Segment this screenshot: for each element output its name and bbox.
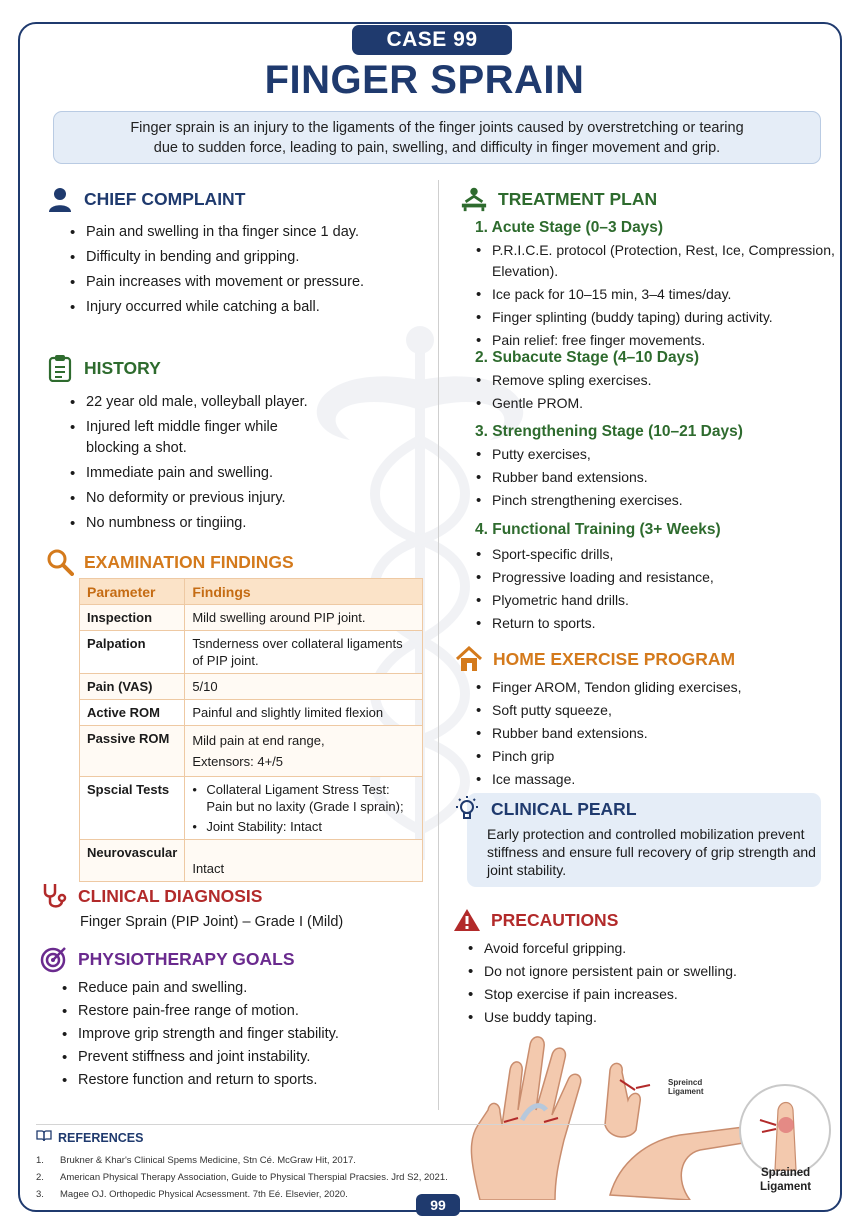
magnifier-icon (46, 548, 74, 576)
goals-list (62, 978, 432, 1093)
list-item: • Pain relief: free finger movements. (476, 330, 836, 351)
lightbulb-icon (453, 795, 481, 823)
examination-title: EXAMINATION FINDINGS (84, 551, 294, 572)
list-item: • Restore pain-free range of motion. (62, 1001, 432, 1022)
finding-cell: Mild swelling around PIP joint. (185, 605, 423, 631)
house-icon (455, 645, 483, 673)
reference-number: 3. (36, 1189, 44, 1200)
stage-4-list (476, 544, 836, 636)
list-item: • Injury occurred while catching a ball. (70, 297, 430, 318)
list-item: • Pinch grip (476, 746, 836, 767)
stage-3-heading: 3. Strengthening Stage (10–21 Days) (475, 423, 743, 440)
list-item: • Do not ignore persistent pain or swelling. (468, 961, 838, 982)
stage-2-list (476, 370, 836, 416)
intro-box (53, 111, 821, 164)
param-cell: Active ROM (80, 700, 185, 726)
reference-number: 2. (36, 1172, 44, 1183)
reference-text: Brukner & Khar's Clinical Spems Medicine, Stn Cé. McGraw Hit, 2017. (60, 1155, 356, 1166)
finding-cell: 5/10 (185, 674, 423, 700)
ligament-label-line-1: Spreincd (668, 1078, 703, 1087)
list-item: • Rubber band extensions. (476, 467, 836, 488)
list-item: • Restore function and return to sports. (62, 1070, 432, 1091)
references-heading (36, 1130, 143, 1145)
target-icon (40, 945, 68, 973)
finding-cell: Intact (185, 840, 423, 882)
list-item-line-1: Injured left middle finger while (86, 419, 278, 435)
pearl-title: CLINICAL PEARL (491, 798, 637, 819)
list-item: • No deformity or previous injury. (70, 488, 430, 509)
page-number: 99 (416, 1194, 460, 1216)
ligament-label-line-2: Ligament (668, 1087, 704, 1096)
reference-text: American Physical Therapy Association, Guide to Physical Therspial Pracsies. Jrd S2, 2021. (60, 1172, 448, 1183)
list-item: • Reduce pain and swelling. (62, 978, 432, 999)
table-row (80, 726, 423, 777)
list-item: • No numbness or tingiing. (70, 513, 430, 534)
list-item: • Pinch strengthening exercises. (476, 490, 836, 511)
table-row (80, 700, 423, 726)
chief-complaint-heading (46, 185, 245, 213)
list-item: • Use buddy taping. (468, 1007, 838, 1028)
history-heading (46, 354, 161, 382)
list-item: • Immediate pain and swelling. (70, 463, 430, 484)
precautions-heading (453, 906, 618, 934)
list-item: • Stop exercise if pain increases. (468, 984, 838, 1005)
case-badge: CASE 99 (352, 25, 512, 55)
goals-title: PHYSIOTHERAPY GOALS (78, 948, 295, 969)
stage-2-heading: 2. Subacute Stage (4–10 Days) (475, 349, 699, 366)
diagnosis-title: CLINICAL DIAGNOSIS (78, 885, 263, 906)
list-item: • Difficulty in bending and gripping. (70, 247, 430, 268)
table-header-row (80, 579, 423, 605)
list-item: • Plyometric hand drills. (476, 590, 836, 611)
finding-line: Tsnderness over collateral ligaments (192, 636, 403, 651)
col-header-findings: Findings (185, 579, 423, 605)
stage-1-list (476, 240, 836, 353)
finding-line: Collateral Ligament Stress Test: (206, 782, 390, 797)
chief-complaint-list (70, 222, 430, 322)
table-row (80, 674, 423, 700)
warning-icon (453, 906, 481, 934)
ligament-label-small (668, 1078, 704, 1096)
goals-heading (40, 945, 295, 973)
stethoscope-icon (40, 882, 68, 910)
param-cell: Neurovascular (80, 840, 185, 882)
ligament-label-line-1: Sprained (760, 1167, 811, 1179)
param-cell: Pain (VAS) (80, 674, 185, 700)
list-item: • Remove spling exercises. (476, 370, 836, 391)
finding-cell (185, 631, 423, 674)
param-cell: Inspection (80, 605, 185, 631)
list-item: • Finger AROM, Tendon gliding exercises, (476, 677, 836, 698)
finding-cell (185, 777, 423, 840)
history-title: HISTORY (84, 357, 161, 378)
reference-item (36, 1152, 448, 1169)
pearl-heading (453, 795, 637, 823)
stage-3-list (476, 444, 836, 513)
list-item (192, 781, 415, 815)
col-header-parameter: Parameter (80, 579, 185, 605)
examination-table (79, 578, 423, 882)
ligament-label-large (760, 1166, 811, 1194)
list-item: • Return to sports. (476, 613, 836, 634)
list-item-line-2: Elevation). (492, 263, 559, 279)
list-item (476, 240, 836, 282)
reference-number: 1. (36, 1155, 44, 1166)
table-row (80, 840, 423, 882)
references-title: REFERENCES (58, 1130, 144, 1145)
list-item: • Pain increases with movement or pressure. (70, 272, 430, 293)
finding-line: Extensors: 4+/5 (192, 754, 284, 769)
list-item: • Soft putty squeeze, (476, 700, 836, 721)
references-divider (36, 1124, 606, 1125)
list-item: • Ice massage. (476, 769, 836, 790)
home-program-list (476, 677, 836, 792)
home-program-title: HOME EXERCISE PROGRAM (493, 648, 736, 669)
intro-line-1: Finger sprain is an injury to the ligaments of the finger joints caused by overstretching or tearing (130, 120, 744, 136)
list-item (70, 417, 430, 459)
diagnosis-text: Finger Sprain (PIP Joint) – Grade I (Mild) (80, 914, 344, 930)
list-item: • Progressive loading and resistance, (476, 567, 836, 588)
list-item: • Putty exercises, (476, 444, 836, 465)
param-cell: Passive ROM (80, 726, 185, 777)
param-cell: Spscial Tests (80, 777, 185, 840)
param-cell: Palpation (80, 631, 185, 674)
list-item: • Avoid forceful gripping. (468, 938, 838, 959)
list-item: • 22 year old male, volleyball player. (70, 392, 430, 413)
special-tests-list (192, 781, 415, 835)
list-item-line-1: P.R.I.C.E. protocol (Protection, Rest, Ice, Compression, (492, 242, 835, 258)
list-item: • Finger splinting (buddy taping) during activity. (476, 307, 836, 328)
finding-line: Pain but no laxity (Grade I sprain); (206, 799, 404, 814)
treatment-heading (460, 185, 657, 213)
physiotherapy-icon (460, 185, 488, 213)
list-item: • Improve grip strength and finger stability. (62, 1024, 432, 1045)
table-row (80, 605, 423, 631)
stage-1-heading: 1. Acute Stage (0–3 Days) (475, 219, 664, 236)
chief-complaint-title: CHIEF COMPLAINT (84, 188, 246, 209)
reference-text: Magee OJ. Orthopedic Physical Acsessment. 7th Eé. Elsevier, 2020. (60, 1189, 348, 1200)
intro-line-2: due to sudden force, leading to pain, swelling, and difficulty in finger movement and grip. (153, 140, 721, 156)
references-list (36, 1152, 448, 1203)
precautions-list (468, 938, 838, 1030)
ligament-label-line-2: Ligament (760, 1181, 812, 1193)
finding-line: Mild pain at end range, (192, 733, 325, 748)
list-item: • Ice pack for 10–15 min, 3–4 times/day. (476, 284, 836, 305)
column-divider (438, 180, 439, 1110)
reference-item (36, 1169, 448, 1186)
history-list (70, 392, 430, 538)
pearl-text: Early protection and controlled mobilization prevent stiffness and ensure full recovery of grip strength and joint stability. (487, 826, 816, 878)
finding-cell: Painful and slightly limited flexion (185, 700, 423, 726)
book-icon (36, 1130, 52, 1145)
person-icon (46, 185, 74, 213)
precautions-title: PRECAUTIONS (491, 909, 619, 930)
table-row (80, 631, 423, 674)
stage-4-heading: 4. Functional Training (3+ Weeks) (475, 521, 721, 538)
list-item: • Sport-specific drills, (476, 544, 836, 565)
list-item-line-2: blocking a shot. (86, 440, 187, 456)
list-item: • Gentle PROM. (476, 393, 836, 414)
list-item: • Pain and swelling in tha finger since 1 day. (70, 222, 430, 243)
clipboard-icon (46, 354, 74, 382)
examination-heading (46, 548, 294, 576)
table-row (80, 777, 423, 840)
home-program-heading (455, 645, 735, 673)
finding-cell (185, 726, 423, 777)
treatment-title: TREATMENT PLAN (498, 188, 658, 209)
list-item: • Prevent stiffness and joint instability. (62, 1047, 432, 1068)
diagnosis-heading (40, 882, 262, 910)
page-title: FINGER SPRAIN (264, 58, 585, 102)
list-item: • Rubber band extensions. (476, 723, 836, 744)
finding-line: of PIP joint. (192, 653, 259, 668)
reference-item (36, 1186, 448, 1203)
list-item: • Joint Stability: Intact (192, 818, 415, 835)
